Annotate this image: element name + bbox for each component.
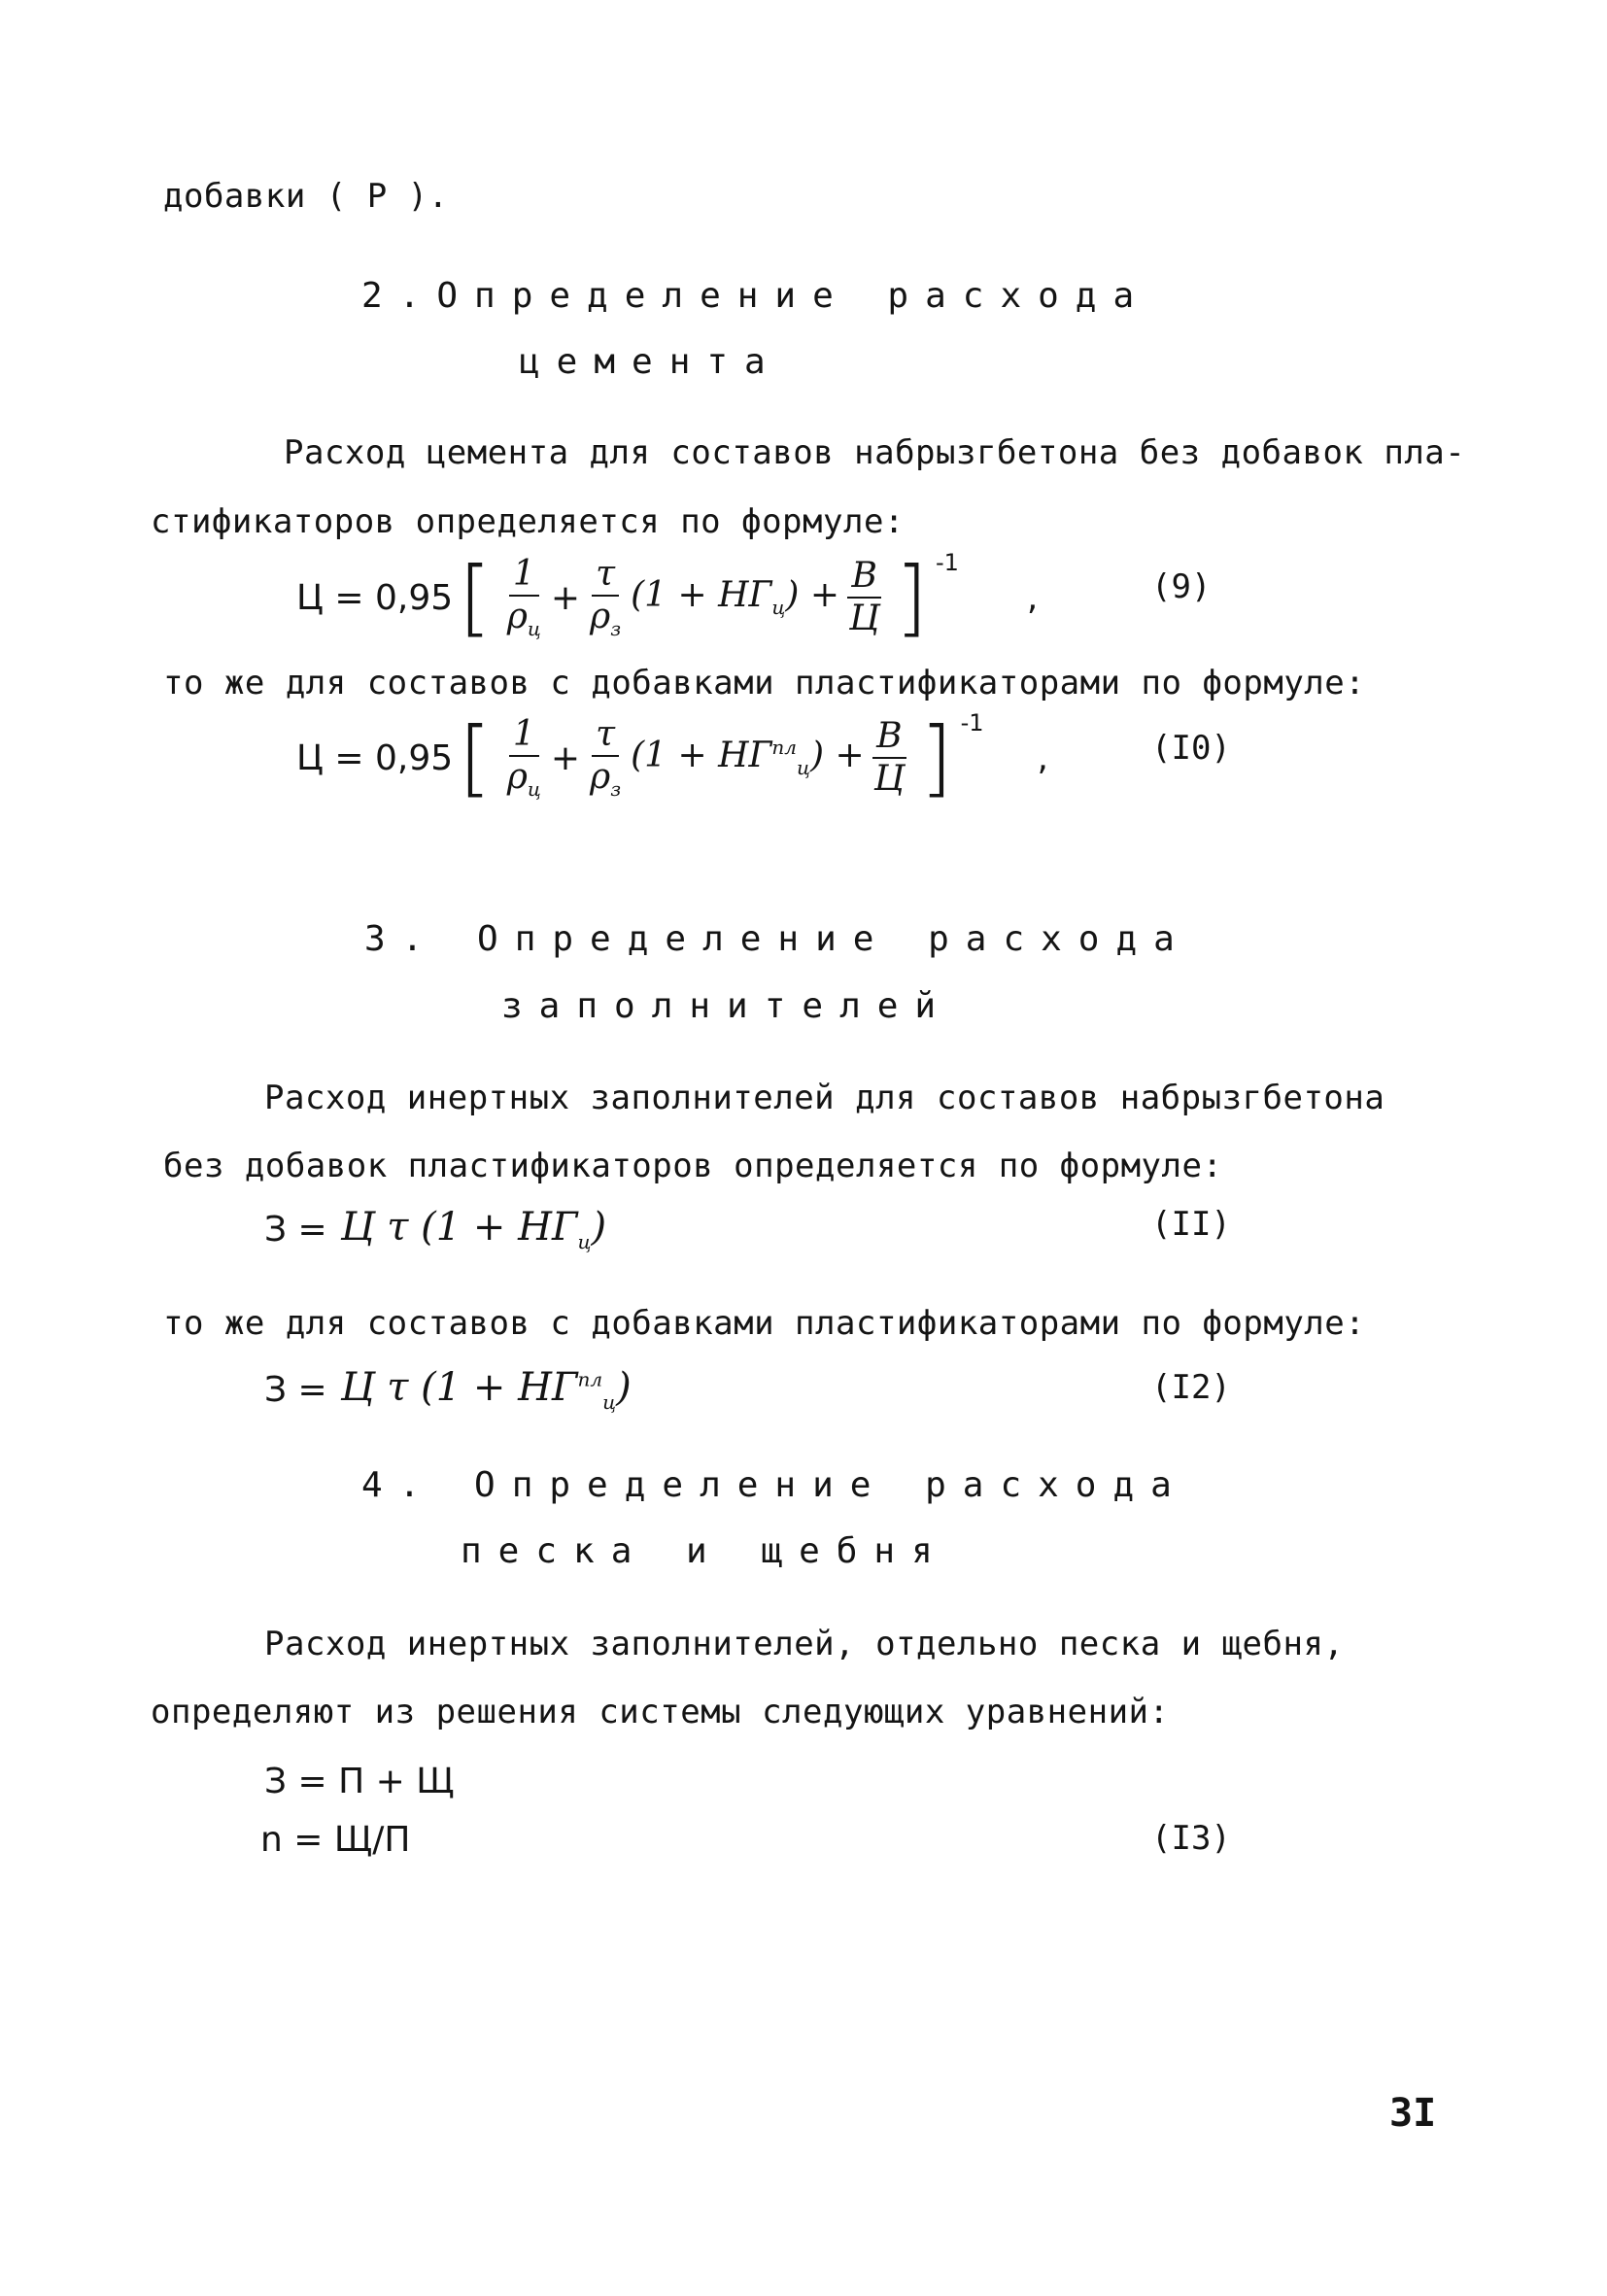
fraction-numerator: 1 — [509, 556, 539, 597]
section-2-paragraph-2: то же для составов с добавками пластификаторами по формуле: — [163, 664, 1366, 703]
fraction-numerator: τ — [592, 716, 619, 757]
right-bracket: ] — [920, 709, 953, 806]
equation-13a-text: З = П + Щ — [264, 1761, 455, 1801]
formula-12-body: Ц τ $(1 + НГ^{пл}_ц)$ — [340, 1365, 632, 1414]
formula-12 — [264, 1355, 632, 1423]
section-4-paragraph-line2: определяют из решения системы следующих уравнений: — [151, 1693, 1170, 1731]
section-3-title-line2: заполнителей — [501, 986, 953, 1026]
fraction-numerator: В — [847, 558, 880, 599]
formula-10-fraction-3 — [871, 718, 908, 798]
section-4-paragraph-line1: Расход инертных заполнителей, отдельно песка и щебня, — [264, 1625, 1345, 1663]
right-bracket: ] — [895, 549, 928, 646]
section-2-paragraph-line2: стификаторов определяется по формуле: — [151, 502, 905, 541]
formula-9-lhs: Ц = 0,95 — [296, 577, 454, 618]
section-4-title-line2: песка и щебня — [461, 1531, 949, 1571]
equation-number-11: (II) — [1151, 1205, 1231, 1244]
fraction-denominator: $\rho_ц$ — [506, 756, 541, 801]
fraction-denominator: Ц — [873, 759, 906, 799]
fraction-numerator: В — [872, 718, 906, 759]
section-3-paragraph-2: то же для составов с добавками пластификаторами по формуле: — [163, 1304, 1366, 1343]
formula-9-fraction-3 — [845, 558, 883, 637]
fraction-denominator: $\rho_ц$ — [506, 596, 541, 640]
formula-10-fraction-2 — [586, 716, 625, 800]
formula-12-lhs: З = — [264, 1369, 327, 1410]
formula-10 — [296, 695, 1048, 821]
formula-11-body: Ц τ $(1 + НГ_ц)$ — [340, 1205, 607, 1253]
equation-13a — [264, 1757, 455, 1805]
plus-sign: + — [550, 737, 581, 778]
fraction-denominator: $\rho_з$ — [590, 596, 622, 640]
formula-9-exponent: -1 — [935, 549, 959, 576]
equation-number-9: (9) — [1151, 567, 1212, 606]
formula-9-fraction-2 — [586, 556, 625, 639]
formula-11-lhs: З = — [264, 1209, 327, 1250]
formula-10-lhs: Ц = 0,95 — [296, 737, 454, 778]
continued-text: добавки ( Р ). — [163, 177, 449, 216]
page-number: 3I — [1389, 2091, 1437, 2136]
equation-number-13: (I3) — [1151, 1819, 1231, 1858]
formula-10-middle: $(1 + НГ^{пл}_ц)$ + — [631, 736, 865, 780]
section-4-title: 4. Определение расхода — [361, 1465, 1188, 1505]
section-2-title-line2: цемента — [519, 342, 782, 382]
fraction-denominator: Ц — [848, 599, 880, 638]
formula-9 — [296, 534, 1038, 661]
formula-9-comma: , — [1026, 577, 1039, 618]
section-2-title: 2.Определение расхода — [361, 276, 1151, 316]
left-bracket: [ — [459, 709, 492, 806]
section-3-paragraph-line2: без добавок пластификаторов определяется по формуле: — [163, 1147, 1223, 1185]
section-2-paragraph-line1: Расход цемента для составов набрызгбетона без добавок пла- — [284, 433, 1466, 472]
fraction-numerator: τ — [592, 556, 619, 597]
section-3-paragraph-line1: Расход инертных заполнителей для составов набрызгбетона — [264, 1079, 1385, 1117]
left-bracket: [ — [459, 549, 492, 646]
formula-10-exponent: -1 — [960, 709, 984, 737]
equation-number-10: (I0) — [1151, 729, 1231, 768]
formula-9-fraction-1 — [503, 556, 545, 639]
fraction-denominator: $\rho_з$ — [590, 756, 622, 801]
equation-13b-text: n = Щ/П — [260, 1819, 411, 1860]
formula-9-middle: $(1 + НГ_ц)$ + — [631, 575, 839, 620]
formula-10-comma: , — [1037, 737, 1048, 778]
plus-sign: + — [550, 577, 581, 618]
fraction-numerator: 1 — [509, 716, 539, 757]
section-3-title: 3. Определение расхода — [364, 919, 1191, 959]
equation-number-12: (I2) — [1151, 1368, 1231, 1407]
formula-10-fraction-1 — [503, 716, 545, 800]
equation-13b — [260, 1815, 410, 1864]
formula-11 — [264, 1200, 606, 1258]
